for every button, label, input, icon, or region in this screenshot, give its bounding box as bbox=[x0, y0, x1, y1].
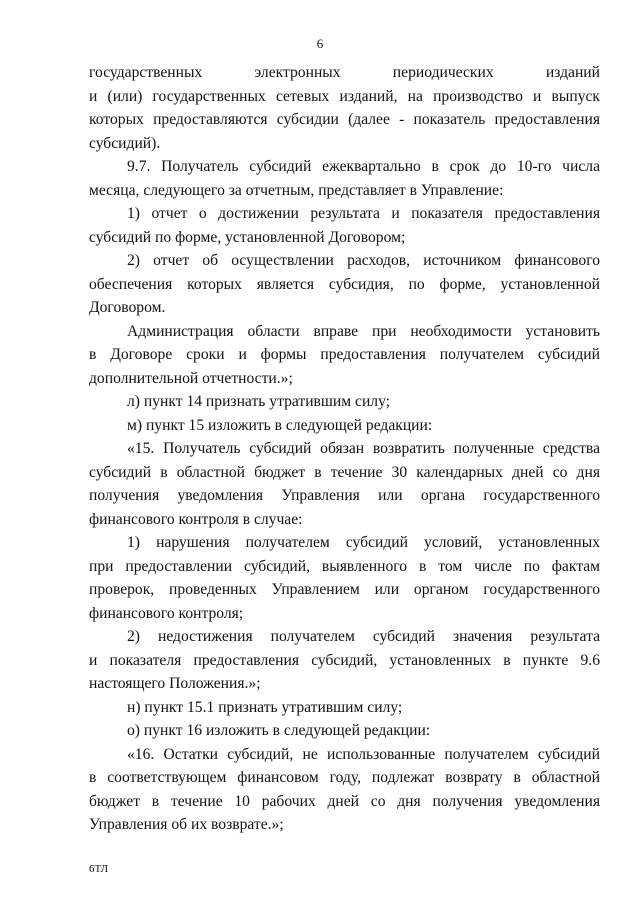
text-line: 2) недостижения получателем субсидий значения результата bbox=[127, 628, 600, 645]
text-line: л) пункт 14 признать утратившим силу; bbox=[127, 393, 390, 410]
footer-code: 6ТЛ bbox=[89, 863, 109, 875]
text-line: 1) нарушения получателем субсидий условий, установленных bbox=[127, 534, 600, 551]
text-line: субсидий). bbox=[89, 134, 161, 152]
text-line: «16. Остатки субсидий, не использованные получателем субсидий bbox=[127, 745, 600, 763]
text-line: Договором. bbox=[89, 299, 166, 316]
text-line: 9.7. Получатель субсидий ежеквартально в срок до 10-го числа bbox=[127, 158, 600, 175]
text-line: месяца, следующего за отчетным, представляет в Управление: bbox=[89, 181, 504, 199]
text-line: проверок, проведенных Управлением или органом государственного bbox=[89, 581, 600, 598]
text-line: при предоставлении субсидий, выявленного в том числе по фактам bbox=[89, 557, 600, 575]
text-line: получения уведомления Управления или органа государственного bbox=[89, 487, 600, 504]
text-line: Управления об их возврате.»; bbox=[89, 816, 284, 833]
text-line: и показателя предоставления субсидий, установленных в пункте 9.6 bbox=[89, 651, 600, 669]
text-line: дополнительной отчетности.»; bbox=[89, 369, 293, 387]
text-line: бюджет в течение 10 рабочих дней со дня получения уведомления bbox=[89, 792, 600, 810]
page-number: 6 bbox=[316, 36, 324, 51]
text-line: «15. Получатель субсидий обязан возвратить полученные средства bbox=[127, 440, 600, 457]
text-line: н) пункт 15.1 признать утратившим силу; bbox=[127, 698, 403, 716]
text-line: финансового контроля в случае: bbox=[89, 510, 303, 528]
text-line: финансового контроля; bbox=[89, 604, 244, 622]
text-line: настоящего Положения.»; bbox=[89, 675, 261, 692]
text-line: в Договоре сроки и формы предоставления получателем субсидий bbox=[89, 346, 600, 363]
text-line: 2) отчет об осуществлении расходов, источником финансового bbox=[127, 252, 600, 269]
text-line: обеспечения которых является субсидия, по форме, установленной bbox=[89, 275, 600, 293]
text-line: которых предоставляются субсидии (далее - показатель предоставления bbox=[89, 111, 600, 128]
text-line: субсидий по форме, установленной Договором; bbox=[89, 228, 406, 246]
text-line: о) пункт 16 изложить в следующей редакции: bbox=[127, 722, 431, 739]
text-line: м) пункт 15 изложить в следующей редакции: bbox=[127, 416, 433, 434]
text-line: государственных электронных периодических изданий bbox=[89, 64, 600, 81]
text-line: субсидий в областной бюджет в течение 30 календарных дней со дня bbox=[89, 463, 600, 481]
text-line: Администрация области вправе при необходимости установить bbox=[127, 322, 600, 340]
text-line: в соответствующем финансовом году, подлежат возврату в областной bbox=[89, 769, 600, 786]
text-line: 1) отчет о достижении результата и показателя предоставления bbox=[127, 205, 600, 222]
text-line: и (или) государственных сетевых изданий, на производство и выпуск bbox=[89, 87, 600, 105]
